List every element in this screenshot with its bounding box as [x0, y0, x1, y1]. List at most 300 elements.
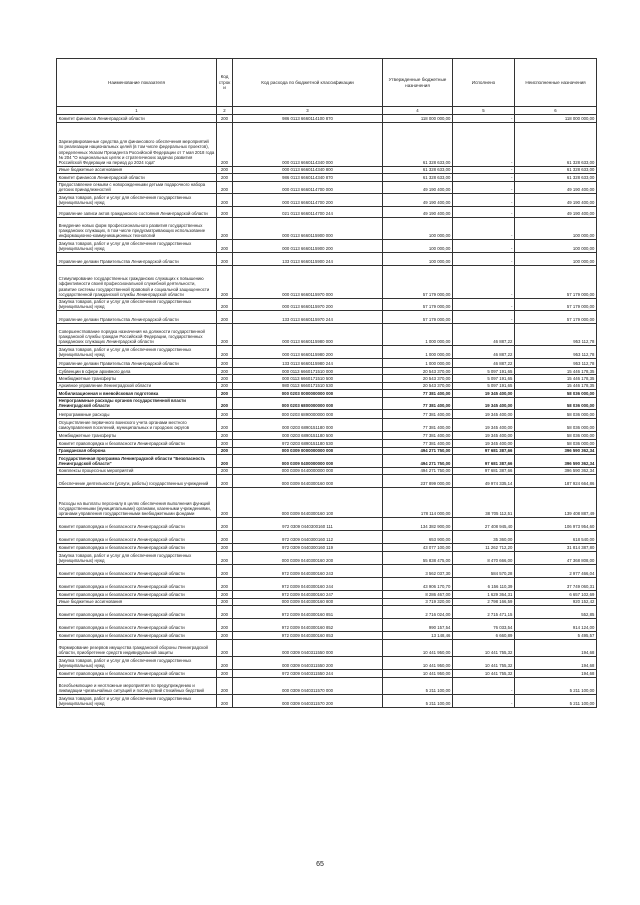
row-line-code: 200	[217, 346, 233, 359]
row-unexecuted: 58 036 000,00	[515, 390, 597, 397]
row-name: Комитет правопорядка и безопасности Ленинградской области	[57, 531, 217, 544]
row-unexecuted: 194,68	[515, 670, 597, 678]
row-executed: -	[453, 206, 515, 217]
row-line-code: 200	[217, 122, 233, 166]
table-row	[57, 115, 597, 122]
row-executed: 2 715 471,15	[453, 606, 515, 619]
row-approved: 77 381 400,00	[383, 410, 453, 419]
row-line-code: 200	[217, 695, 233, 708]
row-name: Комитет правопорядка и безопасности Ленинградской области	[57, 564, 217, 577]
table-row	[57, 194, 597, 207]
row-budget-code: 021 0113 6660114700 244	[233, 206, 383, 217]
row-executed: -	[453, 678, 515, 695]
row-unexecuted: 194,68	[515, 640, 597, 657]
row-executed: -	[453, 194, 515, 207]
row-name: Межбюджетные трансферты	[57, 432, 217, 439]
table-row	[57, 467, 597, 474]
row-executed: -	[453, 239, 515, 252]
row-unexecuted: 396 590 362,34	[515, 447, 597, 454]
row-unexecuted: 187 924 664,86	[515, 475, 597, 488]
row-executed: -	[453, 122, 515, 166]
row-approved: 10 441 950,00	[383, 670, 453, 678]
row-executed: 46 887,22	[453, 358, 515, 367]
row-budget-code: 000 0113 6660115980 000	[233, 324, 383, 346]
row-approved: 61 328 633,00	[383, 122, 453, 166]
row-name: Комитет правопорядка и безопасности Ленинградской области	[57, 577, 217, 590]
row-unexecuted: 100 000,00	[515, 239, 597, 252]
row-name: Гражданская оборона	[57, 447, 217, 454]
row-budget-code: 133 0113 6660115900 244	[233, 252, 383, 265]
table-row	[57, 375, 597, 382]
row-budget-code: 972 0309 0440300160 851	[233, 606, 383, 619]
row-unexecuted: 2 977 466,04	[515, 564, 597, 577]
row-budget-code: 000 0113 6660114340 000	[233, 122, 383, 166]
row-unexecuted: 49 190 400,00	[515, 206, 597, 217]
row-unexecuted: 6 657 102,69	[515, 590, 597, 598]
row-approved: 494 271 750,00	[383, 467, 453, 474]
table-header-row	[57, 59, 597, 107]
row-executed: -	[453, 181, 515, 194]
row-executed: 76 033,54	[453, 619, 515, 632]
row-line-code: 200	[217, 358, 233, 367]
row-approved: 13 148,46	[383, 632, 453, 640]
row-approved: 77 381 400,00	[383, 397, 453, 410]
row-unexecuted: 49 190 400,00	[515, 181, 597, 194]
row-unexecuted: 920 152,42	[515, 598, 597, 605]
row-name: Расходы на выплаты персоналу в целях обеспечения выполнения функций государственными (муниципальными) органами, казенными учреждениями, органами управления государственными внебюджетными фондами	[57, 488, 217, 518]
row-name: Внедрение новых форм профессионального развития государственных гражданских служащих, в том числе предусматривающих использование информационно-коммуникационных технологий	[57, 217, 217, 239]
row-name: Комплексы процессных мероприятий	[57, 467, 217, 474]
row-approved: 134 382 900,00	[383, 518, 453, 531]
row-line-code: 200	[217, 657, 233, 670]
row-line-code: 200	[217, 564, 233, 577]
table-row	[57, 678, 597, 695]
header-executed: Исполнено	[453, 59, 515, 107]
budget-execution-table	[56, 58, 597, 708]
table-row	[57, 598, 597, 605]
row-approved: 5 211 100,00	[383, 695, 453, 708]
row-budget-code: 986 0113 6660114340 870	[233, 174, 383, 181]
row-line-code: 200	[217, 552, 233, 565]
table-row	[57, 217, 597, 239]
row-budget-code: 000 0203 6890151180 500	[233, 432, 383, 439]
row-unexecuted: 58 036 000,00	[515, 410, 597, 419]
row-line-code: 200	[217, 410, 233, 419]
row-line-code: 200	[217, 166, 233, 173]
row-budget-code: 000 0309 0440311550 000	[233, 640, 383, 657]
table-row	[57, 324, 597, 346]
row-line-code: 200	[217, 397, 233, 410]
row-name: Комитет правопорядка и безопасности Ленинградской области	[57, 518, 217, 531]
page-number: 65	[316, 861, 324, 868]
row-approved: 43 077 100,00	[383, 544, 453, 552]
row-approved: 100 000,00	[383, 217, 453, 239]
table-row	[57, 252, 597, 265]
row-approved: 57 179 000,00	[383, 311, 453, 324]
row-approved: 1 000 000,00	[383, 358, 453, 367]
row-unexecuted: 15 446 178,35	[515, 367, 597, 374]
row-approved: 237 899 000,00	[383, 475, 453, 488]
row-unexecuted: 106 973 954,60	[515, 518, 597, 531]
row-executed: 35 360,00	[453, 531, 515, 544]
row-approved: 10 441 950,00	[383, 657, 453, 670]
row-unexecuted: 552,85	[515, 606, 597, 619]
column-number: 1	[57, 107, 217, 115]
row-line-code: 200	[217, 518, 233, 531]
row-line-code: 200	[217, 619, 233, 632]
row-line-code: 200	[217, 439, 233, 447]
row-budget-code: 972 0309 0440300160 852	[233, 619, 383, 632]
row-executed: 38 705 112,51	[453, 488, 515, 518]
table-row	[57, 670, 597, 678]
row-unexecuted: 396 590 362,34	[515, 467, 597, 474]
row-approved: 118 000 000,00	[383, 115, 453, 122]
row-executed: -	[453, 115, 515, 122]
row-executed: 584 570,28	[453, 564, 515, 577]
row-line-code: 200	[217, 632, 233, 640]
row-approved: 5 211 100,00	[383, 678, 453, 695]
row-budget-code: 972 0309 0440311550 244	[233, 670, 383, 678]
table-row	[57, 122, 597, 166]
row-approved: 100 000,00	[383, 239, 453, 252]
row-line-code: 200	[217, 239, 233, 252]
row-budget-code: 972 0309 0440300160 119	[233, 544, 383, 552]
row-line-code: 200	[217, 206, 233, 217]
row-unexecuted: 49 190 400,00	[515, 194, 597, 207]
table-row	[57, 544, 597, 552]
row-budget-code: 000 0309 0400000000 000	[233, 455, 383, 468]
row-line-code: 200	[217, 217, 233, 239]
row-executed: 6 660,89	[453, 632, 515, 640]
row-name: Комитет правопорядка и безопасности Ленинградской области	[57, 670, 217, 678]
header-line-code: Код строки	[217, 59, 233, 107]
row-name: Непрограммные расходы	[57, 410, 217, 419]
row-unexecuted: 58 036 000,00	[515, 432, 597, 439]
row-budget-code: 972 0203 6890151180 530	[233, 439, 383, 447]
row-unexecuted: 5 495,57	[515, 632, 597, 640]
row-line-code: 200	[217, 174, 233, 181]
row-line-code: 200	[217, 382, 233, 389]
row-budget-code: 000 0203 6890151180 000	[233, 419, 383, 432]
row-executed: 97 681 387,66	[453, 467, 515, 474]
row-name: Иные бюджетные ассигнования	[57, 598, 217, 605]
row-unexecuted: 396 590 362,34	[515, 455, 597, 468]
table-row	[57, 382, 597, 389]
table-row	[57, 298, 597, 311]
row-budget-code: 133 0113 6660115980 244	[233, 358, 383, 367]
row-unexecuted: 5 211 100,00	[515, 678, 597, 695]
row-approved: 77 381 400,00	[383, 390, 453, 397]
row-unexecuted: 61 328 633,00	[515, 122, 597, 166]
row-name: Закупка товаров, работ и услуг для обеспечения государственных (муниципальных) нужд	[57, 298, 217, 311]
row-name: Закупка товаров, работ и услуг для обеспечения государственных (муниципальных) нужд	[57, 346, 217, 359]
row-line-code: 200	[217, 598, 233, 605]
row-unexecuted: 15 446 178,35	[515, 382, 597, 389]
row-budget-code: 000 0113 6660115970 000	[233, 265, 383, 298]
row-executed: -	[453, 265, 515, 298]
row-executed: 10 441 755,32	[453, 640, 515, 657]
row-unexecuted: 914 124,00	[515, 619, 597, 632]
row-unexecuted: 61 328 633,00	[515, 166, 597, 173]
table-row	[57, 346, 597, 359]
row-executed: 5 097 191,65	[453, 375, 515, 382]
row-line-code: 200	[217, 432, 233, 439]
row-line-code: 200	[217, 670, 233, 678]
table-row	[57, 640, 597, 657]
row-name: Осуществление первичного воинского учета органами местного самоуправления поселений, муниципальных и городских округов	[57, 419, 217, 432]
row-approved: 49 190 400,00	[383, 194, 453, 207]
row-approved: 100 000,00	[383, 252, 453, 265]
row-budget-code: 000 0113 6660171510 000	[233, 367, 383, 374]
row-budget-code: 980 0113 6660171510 530	[233, 382, 383, 389]
row-executed: 46 887,22	[453, 324, 515, 346]
row-name: Закупка товаров, работ и услуг для обеспечения государственных (муниципальных) нужд	[57, 194, 217, 207]
table-row	[57, 206, 597, 217]
table-row	[57, 564, 597, 577]
table-row	[57, 552, 597, 565]
row-executed: -	[453, 311, 515, 324]
row-budget-code: 000 0309 0440300160 100	[233, 488, 383, 518]
row-unexecuted: 194,68	[515, 657, 597, 670]
row-executed: 19 345 400,00	[453, 419, 515, 432]
row-budget-code: 000 0309 0440311570 000	[233, 678, 383, 695]
row-approved: 20 543 370,00	[383, 382, 453, 389]
row-name: Управление делами Правительства Ленинградской области	[57, 252, 217, 265]
column-number: 6	[515, 107, 597, 115]
row-approved: 77 381 400,00	[383, 419, 453, 432]
row-unexecuted: 118 000 000,00	[515, 115, 597, 122]
row-budget-code: 972 0309 0440300160 247	[233, 590, 383, 598]
row-executed: 97 681 387,66	[453, 447, 515, 454]
table-row	[57, 695, 597, 708]
row-line-code: 200	[217, 606, 233, 619]
row-name: Управление записи актов гражданского состояния Ленинградской области	[57, 206, 217, 217]
row-budget-code: 972 0309 0440300160 243	[233, 564, 383, 577]
row-name: Комитет правопорядка и безопасности Ленинградской области	[57, 544, 217, 552]
table-row	[57, 606, 597, 619]
row-budget-code: 000 0113 6660114700 000	[233, 181, 383, 194]
table-row	[57, 432, 597, 439]
row-budget-code: 000 0113 6660114340 800	[233, 166, 383, 173]
row-executed: 11 262 712,20	[453, 544, 515, 552]
row-name: Мобилизационная и вневойсковая подготовка	[57, 390, 217, 397]
row-name: Формирование резервов имущества гражданской обороны Ленинградской области, приобретение средств индивидуальной защиты	[57, 640, 217, 657]
row-unexecuted: 57 179 000,00	[515, 311, 597, 324]
row-budget-code: 000 0309 0440300160 200	[233, 552, 383, 565]
row-name: Комитет правопорядка и безопасности Ленинградской области	[57, 590, 217, 598]
row-name: Управление делами Правительства Ленинградской области	[57, 311, 217, 324]
table-row	[57, 367, 597, 374]
row-budget-code: 986 0113 6660114100 870	[233, 115, 383, 122]
table-row	[57, 577, 597, 590]
row-line-code: 200	[217, 311, 233, 324]
row-budget-code: 000 0309 0440300160 800	[233, 598, 383, 605]
row-executed: 27 408 945,40	[453, 518, 515, 531]
table-row	[57, 390, 597, 397]
row-name: Межбюджетные трансферты	[57, 375, 217, 382]
row-executed: 49 974 335,14	[453, 475, 515, 488]
row-approved: 61 328 633,00	[383, 166, 453, 173]
row-budget-code: 000 0203 6890000000 000	[233, 410, 383, 419]
row-budget-code: 000 0309 0440311570 200	[233, 695, 383, 708]
row-name: Всеобъемлющие и неотложные мероприятия по предупреждению и ликвидации чрезвычайных ситуаций и последствий стихийных бедствий	[57, 678, 217, 695]
row-name: Комитет правопорядка и безопасности Ленинградской области	[57, 632, 217, 640]
table-row	[57, 657, 597, 670]
row-executed: 6 156 110,39	[453, 577, 515, 590]
row-line-code: 200	[217, 475, 233, 488]
row-name: Закупка товаров, работ и услуг для обеспечения государственных (муниципальных) нужд	[57, 657, 217, 670]
row-budget-code: 972 0309 0440300160 853	[233, 632, 383, 640]
row-approved: 57 179 000,00	[383, 298, 453, 311]
row-budget-code: 000 0113 6660115900 200	[233, 239, 383, 252]
row-approved: 3 719 320,00	[383, 598, 453, 605]
row-name: Иные бюджетные ассигнования	[57, 166, 217, 173]
row-name: Комитет правопорядка и безопасности Ленинградской области	[57, 606, 217, 619]
table-row	[57, 531, 597, 544]
row-line-code: 200	[217, 194, 233, 207]
table-row	[57, 397, 597, 410]
row-name: Предоставление семьям с новорожденными детьми подарочного набора детских принадлежностей	[57, 181, 217, 194]
row-name: Комитет финансов Ленинградской области	[57, 174, 217, 181]
row-name: Комитет финансов Ленинградской области	[57, 115, 217, 122]
row-name: Комитет правопорядка и безопасности Ленинградской области	[57, 439, 217, 447]
row-line-code: 200	[217, 640, 233, 657]
table-row	[57, 632, 597, 640]
row-name: Комитет правопорядка и безопасности Ленинградской области	[57, 619, 217, 632]
row-name: Зарезервированные средства для финансового обеспечения мероприятий по реализации национальных целей (в том числе федеральных проектов), определенных Указом Президента Российской Федерации от 7 мая 2018 года № 204 "О национальных целях и стратегических задачах развития Российской Федерации на период до 2024 года"	[57, 122, 217, 166]
header-budget-code: Код расхода по бюджетной классификации	[233, 59, 383, 107]
row-executed: -	[453, 166, 515, 173]
row-approved: 494 271 750,00	[383, 447, 453, 454]
table-row	[57, 590, 597, 598]
row-approved: 49 190 400,00	[383, 206, 453, 217]
row-line-code: 200	[217, 115, 233, 122]
row-line-code: 200	[217, 590, 233, 598]
row-line-code: 200	[217, 252, 233, 265]
row-unexecuted: 15 446 178,35	[515, 375, 597, 382]
row-unexecuted: 61 328 633,00	[515, 174, 597, 181]
row-unexecuted: 57 179 000,00	[515, 298, 597, 311]
column-number: 5	[453, 107, 515, 115]
table-row	[57, 475, 597, 488]
table-row	[57, 181, 597, 194]
row-line-code: 200	[217, 367, 233, 374]
row-budget-code: 000 0113 6660115900 000	[233, 217, 383, 239]
row-approved: 55 838 475,00	[383, 552, 453, 565]
row-name: Обеспечение деятельности (услуги, работы) государственных учреждений	[57, 475, 217, 488]
row-budget-code: 000 0203 6800000000 000	[233, 397, 383, 410]
row-unexecuted: 618 540,00	[515, 531, 597, 544]
table-row	[57, 265, 597, 298]
row-unexecuted: 5 211 100,00	[515, 695, 597, 708]
row-budget-code: 000 0309 0440300160 000	[233, 475, 383, 488]
row-executed: -	[453, 695, 515, 708]
row-approved: 8 286 467,00	[383, 590, 453, 598]
table-row	[57, 239, 597, 252]
row-approved: 494 271 750,00	[383, 455, 453, 468]
row-line-code: 200	[217, 265, 233, 298]
row-line-code: 200	[217, 419, 233, 432]
row-executed: 2 798 166,59	[453, 598, 515, 605]
row-line-code: 200	[217, 298, 233, 311]
row-approved: 20 543 370,00	[383, 367, 453, 374]
column-number: 4	[383, 107, 453, 115]
row-approved: 43 906 170,70	[383, 577, 453, 590]
row-unexecuted: 31 814 387,80	[515, 544, 597, 552]
row-line-code: 200	[217, 390, 233, 397]
row-name: Управление делами Правительства Ленинградской области	[57, 358, 217, 367]
row-name: Субвенции в сфере архивного дела	[57, 367, 217, 374]
row-budget-code: 000 0309 0440000000 000	[233, 467, 383, 474]
row-unexecuted: 37 749 060,31	[515, 577, 597, 590]
row-executed: 19 345 400,00	[453, 439, 515, 447]
row-executed: 97 681 387,66	[453, 455, 515, 468]
table-row	[57, 518, 597, 531]
row-approved: 990 157,54	[383, 619, 453, 632]
row-budget-code: 000 0309 0440311550 200	[233, 657, 383, 670]
table-row	[57, 311, 597, 324]
row-approved: 77 381 400,00	[383, 432, 453, 439]
row-approved: 3 562 037,30	[383, 564, 453, 577]
row-name: Совершенствование порядка назначения на должности государственной гражданской службы граждан Российской Федерации, государственных гражданских служащих Ленинградской области	[57, 324, 217, 346]
header-name: Наименование показателя	[57, 59, 217, 107]
row-approved: 1 000 000,00	[383, 346, 453, 359]
row-name: Государственная программа Ленинградской области "Безопасность Ленинградской области"	[57, 455, 217, 468]
row-executed: 46 887,22	[453, 346, 515, 359]
row-line-code: 200	[217, 467, 233, 474]
row-line-code: 200	[217, 544, 233, 552]
row-approved: 49 190 400,00	[383, 181, 453, 194]
row-approved: 10 441 950,00	[383, 640, 453, 657]
header-unexecuted: Неисполненные назначения	[515, 59, 597, 107]
row-executed: -	[453, 217, 515, 239]
row-unexecuted: 58 036 000,00	[515, 397, 597, 410]
row-executed: -	[453, 252, 515, 265]
row-executed: 19 345 400,00	[453, 410, 515, 419]
row-line-code: 200	[217, 488, 233, 518]
column-number-row	[57, 107, 597, 115]
row-budget-code: 000 0309 0000000000 000	[233, 447, 383, 454]
row-executed: 5 097 191,65	[453, 382, 515, 389]
header-approved: Утвержденные бюджетные назначения	[383, 59, 453, 107]
table-row	[57, 419, 597, 432]
row-line-code: 200	[217, 577, 233, 590]
row-line-code: 200	[217, 375, 233, 382]
row-budget-code: 000 0113 6660171510 500	[233, 375, 383, 382]
budget-report-sheet	[56, 58, 596, 708]
row-unexecuted: 57 179 000,00	[515, 265, 597, 298]
row-approved: 1 000 000,00	[383, 324, 453, 346]
row-executed: 8 470 666,00	[453, 552, 515, 565]
row-approved: 57 179 000,00	[383, 265, 453, 298]
row-unexecuted: 58 036 000,00	[515, 439, 597, 447]
table-row	[57, 439, 597, 447]
row-budget-code: 133 0113 6660115970 244	[233, 311, 383, 324]
row-executed: 10 441 755,32	[453, 670, 515, 678]
row-approved: 77 381 400,00	[383, 439, 453, 447]
row-executed: 5 097 191,65	[453, 367, 515, 374]
row-line-code: 200	[217, 447, 233, 454]
row-name: Закупка товаров, работ и услуг для обеспечения государственных (муниципальных) нужд	[57, 695, 217, 708]
row-unexecuted: 953 112,78	[515, 346, 597, 359]
row-budget-code: 000 0113 6660114700 200	[233, 194, 383, 207]
row-unexecuted: 58 036 000,00	[515, 419, 597, 432]
row-approved: 20 543 370,00	[383, 375, 453, 382]
row-budget-code: 000 0113 6660115980 200	[233, 346, 383, 359]
row-name: Закупка товаров, работ и услуг для обеспечения государственных (муниципальных) нужд	[57, 239, 217, 252]
row-unexecuted: 139 408 887,49	[515, 488, 597, 518]
row-executed: 19 345 400,00	[453, 390, 515, 397]
